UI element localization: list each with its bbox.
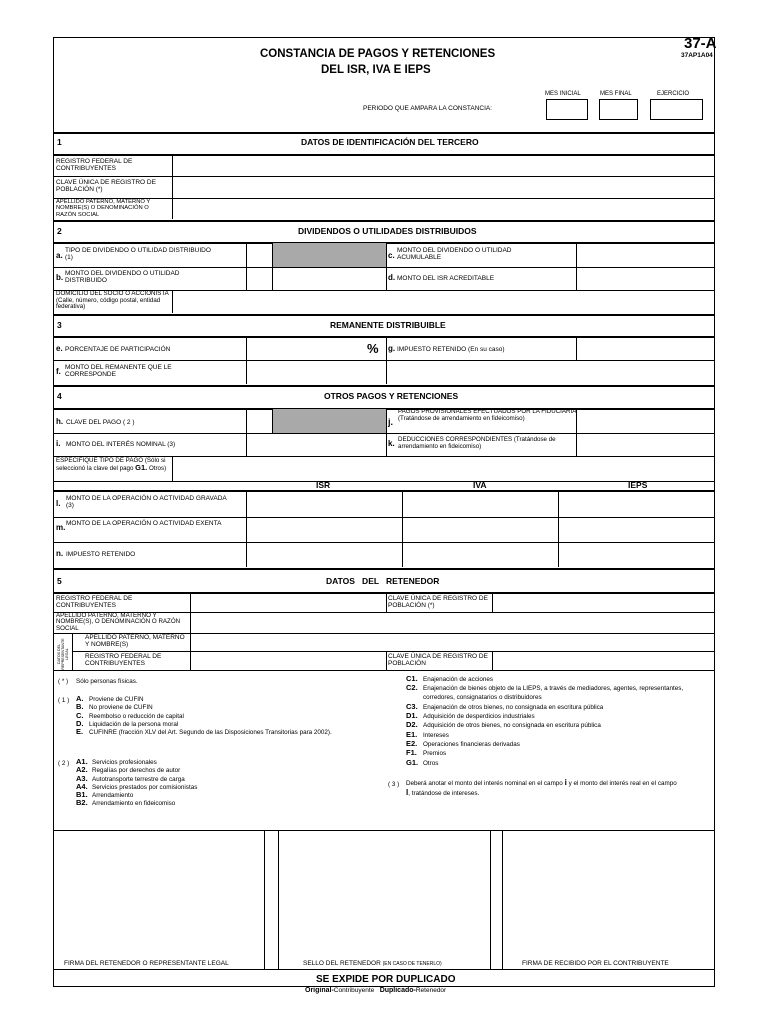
divider — [172, 155, 173, 219]
n-ieps-field[interactable] — [559, 543, 714, 567]
original-text: Contribuyente — [333, 987, 375, 994]
b-letter: b. — [56, 273, 64, 282]
duplicado-label: Duplicado- — [379, 987, 416, 994]
especifique-field[interactable] — [174, 457, 714, 481]
note-item-text: CUFINRE (fracción XLV del Art. Segundo de las Disposiciones Transitorias para 2002). — [89, 729, 332, 737]
s5-curp-field[interactable] — [493, 594, 714, 612]
i-letter: i. — [56, 439, 61, 448]
rep-rfc-field[interactable] — [191, 652, 386, 670]
s1-curp-label: CLAVE ÚNICA DE REGISTRO DE POBLACIÓN (*) — [56, 179, 156, 193]
k-label: DEDUCCIONES CORRESPONDIENTES (Tratándose de arrendamiento en fideicomiso) — [398, 436, 556, 450]
m-isr-field[interactable] — [247, 518, 402, 542]
note-item — [406, 720, 714, 729]
col-iva: IVA — [473, 480, 487, 490]
especifique-g1: G1. — [135, 462, 148, 472]
s5-rfc-field[interactable] — [191, 594, 386, 612]
s1-nombre-field[interactable] — [174, 199, 714, 219]
note-item-code: C1. — [406, 674, 418, 683]
note-2-list — [76, 758, 276, 808]
rep-rfc-label: REGISTRO FEDERAL DE CONTRIBUYENTES — [85, 653, 162, 667]
note-item-code: C2. — [406, 683, 418, 693]
e-letter: e. — [56, 344, 63, 353]
period-label: PERIODO QUE AMPARA LA CONSTANCIA: — [363, 105, 493, 112]
k-field[interactable] — [577, 434, 714, 456]
note-item-code: D. — [76, 718, 84, 728]
note-item-text: Arrendamiento en fideicomiso — [92, 800, 176, 808]
divider — [54, 568, 714, 570]
note-item — [76, 703, 396, 711]
note-item-code: A4. — [76, 781, 88, 791]
percent-sign: % — [367, 341, 379, 356]
note-item-text: Otros — [423, 759, 439, 767]
note-item-code: G1. — [406, 757, 419, 767]
note-3-line1a: Deberá anotar el monto del interés nominal en el campo — [406, 780, 563, 787]
d-field[interactable] — [577, 268, 714, 290]
note-item-text: Intereses — [423, 731, 449, 739]
note-item-code: B2. — [76, 798, 88, 808]
note-3-line2: , tratándose de intereses. — [408, 790, 480, 797]
note-3-mark: ( 3 ) — [388, 781, 400, 788]
especifique-text: ESPECIFIQUE TIPO DE PAGO (Sólo si seleccionó la clave del pago — [56, 457, 166, 472]
l-label: MONTO DE LA OPERACIÓN O ACTIVIDAD GRAVADA (3) — [66, 495, 227, 509]
note-item — [406, 683, 714, 692]
j-letter: j. — [388, 417, 394, 427]
form-code: 37-A — [684, 35, 717, 52]
note-right-list — [406, 674, 714, 767]
page-title-line2: DEL ISR, IVA E IEPS — [321, 64, 431, 76]
g-field[interactable] — [577, 337, 714, 360]
note-item-text: Adquisición de otros bienes, no consignada en escritura pública — [423, 722, 601, 730]
note-item-text: Premios — [423, 750, 447, 758]
mes-final-field[interactable] — [599, 99, 638, 120]
section-4-title: OTROS PAGOS Y RETENCIONES — [324, 391, 459, 401]
section-3-title: REMANENTE DISTRIBUIBLE — [330, 320, 446, 330]
mes-inicial-label: MES INICIAL — [545, 91, 581, 97]
firma-retenedor-box[interactable] — [54, 831, 264, 969]
note-item-text: Liquidación de la persona moral — [89, 720, 179, 728]
b-label: MONTO DEL DIVIDENDO O UTILIDAD DISTRIBUIDO — [65, 270, 180, 284]
note-item-code: E2. — [406, 739, 418, 749]
a-label: TIPO DE DIVIDENDO O UTILIDAD DISTRIBUIDO (1) — [65, 247, 211, 261]
m-ieps-field[interactable] — [559, 518, 714, 542]
k-letter: k. — [388, 439, 395, 448]
note-item-code: A1. — [76, 757, 88, 766]
sello-retenedor-text: SELLO DEL RETENEDOR — [303, 960, 381, 967]
note-item-code: E. — [76, 727, 84, 737]
domicilio-field[interactable] — [174, 291, 714, 313]
h-field[interactable] — [247, 409, 272, 433]
divider — [386, 594, 387, 612]
col-ieps: IEPS — [628, 480, 648, 490]
section-3-number: 3 — [57, 320, 62, 330]
h-label: CLAVE DEL PAGO ( 2 ) — [66, 419, 135, 426]
note-1-mark: ( 1 ) — [58, 697, 70, 704]
divider — [54, 220, 714, 222]
note-item — [76, 775, 276, 783]
note-item-text: Arrendamiento — [92, 792, 134, 800]
form-37a — [53, 37, 715, 987]
sello-retenedor-box[interactable] — [279, 831, 490, 969]
note-item — [76, 695, 396, 703]
ejercicio-label: EJERCICIO — [657, 91, 690, 97]
duplicado-retenedor-text: Retenedor — [415, 987, 447, 994]
col-isr: ISR — [316, 480, 331, 490]
rep-nombre-field[interactable] — [191, 634, 714, 651]
note-item-code: C. — [76, 710, 84, 720]
f-label: MONTO DEL REMANENTE QUE LE CORRESPONDE — [65, 364, 172, 378]
d-letter: d. — [388, 273, 396, 282]
note-item-code: A3. — [76, 773, 88, 783]
m-iva-field[interactable] — [403, 518, 558, 542]
divider — [386, 652, 387, 670]
note-3-l: l — [406, 788, 409, 797]
note-item — [76, 720, 396, 728]
s1-curp-field[interactable] — [174, 177, 714, 197]
divider — [172, 457, 173, 481]
rep-nombre-label: APELLIDO PATERNO, MATERNO Y NOMBRE(S) — [85, 634, 185, 648]
section-5-number: 5 — [57, 576, 62, 586]
firma-recibido-box[interactable] — [503, 831, 714, 969]
n-isr-field[interactable] — [247, 543, 402, 567]
h-shaded-cell — [273, 409, 386, 433]
j-label: PAGOS PROVISIONALES EFECTUADOS POR LA FIDUCIARIA (Tratándose de arrendamiento en fideicomiso) — [398, 408, 576, 422]
l-letter: l. — [56, 499, 61, 508]
divider — [54, 385, 714, 387]
note-item-code: C3. — [406, 701, 418, 711]
rep-legal-vertical-wrap — [54, 634, 72, 670]
s5-curp-label: CLAVE ÚNICA DE REGISTRO DE POBLACIÓN (*) — [388, 595, 488, 609]
g-letter: g. — [388, 344, 396, 353]
note-item — [406, 748, 714, 757]
f-letter: f. — [56, 367, 61, 376]
a-shaded-cell — [273, 243, 386, 267]
n-iva-field[interactable] — [403, 543, 558, 567]
note-item-text: Adquisición de desperdicios industriales — [423, 713, 535, 721]
divider — [54, 670, 714, 671]
note-item-text: Enajenación de acciones — [423, 676, 494, 683]
n-letter: n. — [56, 549, 64, 558]
note-item-code: B1. — [76, 790, 88, 800]
mes-inicial-field[interactable] — [546, 99, 588, 120]
firma-recibido-label: FIRMA DE RECIBIDO POR EL CONTRIBUYENTE — [522, 960, 669, 967]
divider — [72, 634, 73, 670]
f-field[interactable] — [247, 361, 386, 384]
especifique-label — [56, 458, 171, 472]
footer-copies — [305, 987, 446, 995]
note-item-text: Servicios profesionales — [92, 759, 157, 766]
sello-retenedor-label — [303, 960, 442, 968]
mes-final-label: MES FINAL — [600, 91, 632, 97]
a-field[interactable] — [247, 243, 272, 267]
s1-rfc-label: REGISTRO FEDERAL DE CONTRIBUYENTES — [56, 158, 133, 172]
s5-nombre-label: APELLIDO PATERNO, MATERNO Y NOMBRE(S), O DENOMINACIÓN O RAZÓN SOCIAL — [56, 612, 181, 632]
c-field[interactable] — [577, 243, 714, 267]
divider — [54, 314, 714, 316]
note-3-i: i — [564, 778, 567, 787]
note-star-text: Sólo personas físicas. — [76, 678, 138, 685]
form-subcode: 37AP1A04 — [681, 52, 713, 59]
note-item-code: D1. — [406, 711, 418, 721]
sello-retenedor-note: (EN CASO DE TENERLO) — [382, 961, 442, 967]
note-1-list — [76, 695, 396, 736]
note-item — [76, 728, 396, 736]
note-item-code: D2. — [406, 720, 418, 730]
note-item-text: Autotransporte terrestre de carga — [92, 775, 185, 783]
m-letter: m. — [56, 523, 66, 532]
e-field[interactable] — [247, 337, 367, 360]
especifique-otros: Otros) — [148, 464, 167, 472]
note-item — [406, 702, 714, 711]
note-item — [76, 766, 276, 774]
note-item — [406, 674, 714, 683]
l-iva-field[interactable] — [403, 492, 558, 517]
note-item-code: B. — [76, 702, 84, 712]
note-item-text: Servicios prestados por comisionistas — [92, 783, 198, 791]
note-item — [76, 783, 276, 791]
g-label: IMPUESTO RETENIDO (En su caso) — [397, 346, 505, 353]
l-isr-field[interactable] — [247, 492, 402, 517]
l-ieps-field[interactable] — [559, 492, 714, 517]
i-field[interactable] — [247, 434, 386, 456]
note-item-text: corredores, consignatarios o distribuidores — [423, 693, 542, 701]
c-letter: c. — [388, 251, 395, 260]
note-item-text: Enajenación de otros bienes, no consignada en escritura pública — [423, 703, 604, 711]
i-label: MONTO DEL INTERÉS NOMINAL (3) — [66, 441, 176, 448]
divider — [54, 481, 714, 482]
section-1-title: DATOS DE IDENTIFICACIÓN DEL TERCERO — [301, 137, 479, 147]
section-2-number: 2 — [57, 226, 62, 236]
b-field[interactable] — [247, 268, 386, 290]
note-item-code: E1. — [406, 729, 418, 739]
note-item — [406, 711, 714, 720]
section-1-number: 1 — [57, 137, 62, 147]
note-item-text: Reembolso o reducción de capital — [89, 712, 184, 720]
section-5-title: DATOS DEL RETENEDOR — [326, 576, 440, 586]
note-3-line1b: y el monto del interés real en el campo — [568, 780, 677, 787]
duplicado-text: SE EXPIDE POR DUPLICADO — [316, 974, 456, 985]
m-label: MONTO DE LA OPERACIÓN O ACTIVIDAD EXENTA — [66, 520, 222, 527]
note-item — [76, 799, 276, 807]
s1-rfc-field[interactable] — [174, 156, 714, 175]
page-title-line1: CONSTANCIA DE PAGOS Y RETENCIONES — [260, 48, 496, 60]
note-item-code: A. — [76, 694, 84, 703]
e-label: PORCENTAJE DE PARTICIPACIÓN — [65, 346, 171, 353]
note-star-mark: ( * ) — [58, 678, 69, 685]
note-item — [76, 712, 396, 720]
note-item-code: A2. — [76, 765, 88, 775]
rep-curp-label: CLAVE ÚNICA DE REGISTRO DE POBLACIÓN — [388, 653, 488, 667]
s5-rfc-label: REGISTRO FEDERAL DE CONTRIBUYENTES — [56, 595, 133, 609]
note-item — [406, 693, 714, 702]
divider — [490, 831, 491, 969]
divider — [264, 831, 265, 969]
note-2-mark: ( 2 ) — [58, 760, 70, 767]
c-label: MONTO DEL DIVIDENDO O UTILIDAD ACUMULABLE — [397, 247, 512, 261]
ejercicio-field[interactable] — [650, 99, 703, 120]
note-item-text: Enajenación de bienes objeto de la LIEPS, a través de mediadores, agentes, representantes, — [423, 685, 684, 693]
note-item-code: F1. — [406, 748, 417, 758]
note-item-text: Operaciones financieras derivadas — [423, 741, 520, 749]
original-label: Original- — [305, 987, 334, 994]
note-item-text: Regalías por derechos de autor — [92, 767, 181, 775]
n-label: IMPUESTO RETENIDO — [66, 551, 136, 558]
section-2-title: DIVIDENDOS O UTILIDADES DISTRIBUIDOS — [298, 226, 477, 236]
note-item — [406, 730, 714, 739]
note-item — [406, 758, 714, 767]
rep-curp-field[interactable] — [493, 652, 714, 670]
note-item — [76, 791, 276, 799]
d-label: MONTO DEL ISR ACREDITABLE — [397, 275, 495, 282]
firma-retenedor-label: FIRMA DEL RETENEDOR O REPRESENTANTE LEGAL — [64, 960, 229, 967]
h-letter: h. — [56, 417, 64, 426]
note-item — [406, 739, 714, 748]
note-item-text: No proviene de CUFIN — [89, 704, 153, 712]
note-item — [76, 758, 276, 766]
note-3-text — [406, 778, 714, 798]
s5-nombre-field[interactable] — [191, 613, 714, 633]
section-4-number: 4 — [57, 391, 62, 401]
divider — [54, 132, 714, 134]
s1-nombre-label: APELLIDO PATERNO, MATERNO Y NOMBRE(S) O DENOMINACIÓN O RAZÓN SOCIAL — [56, 199, 151, 218]
j-field[interactable] — [577, 409, 714, 433]
rep-legal-vertical-label: DATOS DEL REPRESENTANTE LEGAL — [57, 638, 69, 670]
domicilio-label: DOMICILIO DEL SOCIO O ACCIONISTA (Calle, número, código postal, entidad federativa) — [56, 290, 169, 310]
divider — [172, 291, 173, 313]
a-letter: a. — [56, 251, 63, 260]
divider — [54, 969, 714, 970]
note-item-text: Proviene de CUFIN — [89, 696, 144, 703]
